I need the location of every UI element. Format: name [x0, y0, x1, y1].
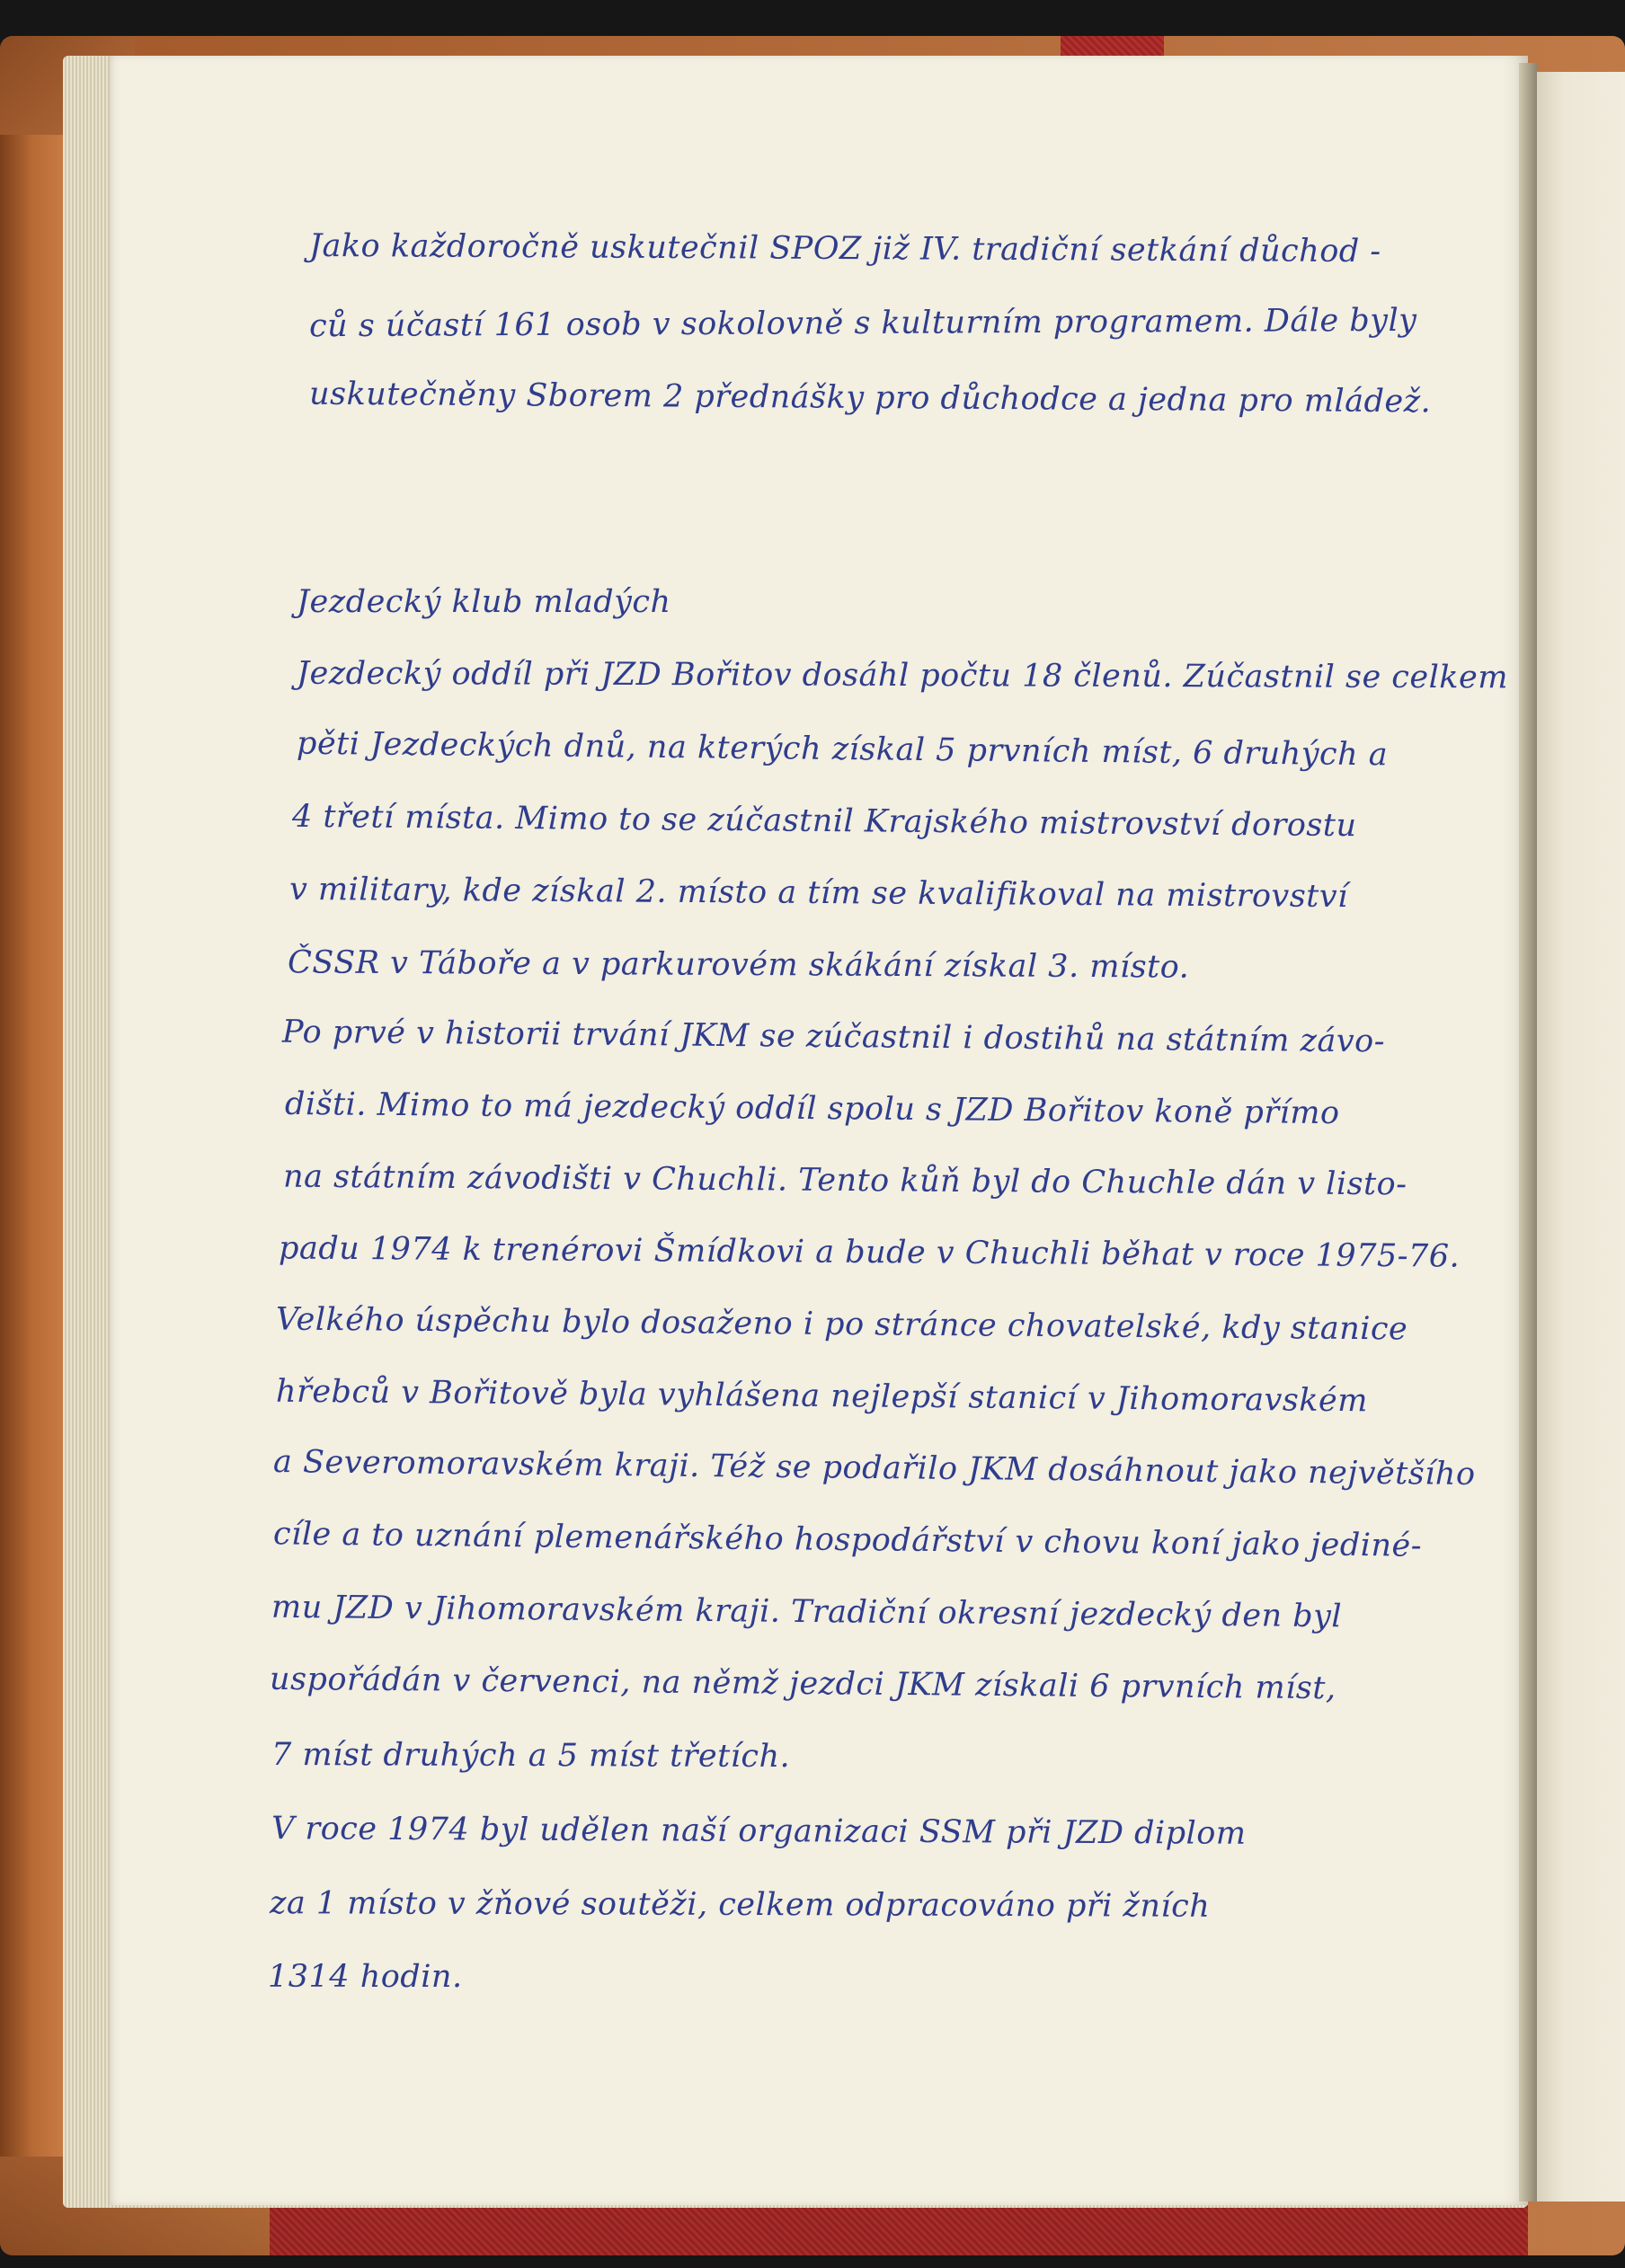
history-line: uspořádán v červenci, na němž jezdci JKM získali 6 prvních míst,	[269, 1661, 1336, 1707]
club-line: Jezdecký oddíl při JZD Bořitov dosáhl počtu 18 členů. Zúčastnil se celkem	[296, 655, 1509, 696]
history-line: mu JZD v Jihomoravském kraji. Tradiční okresní jezdecký den byl	[271, 1589, 1343, 1635]
history-line: padu 1974 k trenérovi Šmídkovi a bude v Chuchli běhat v roce 1975-76.	[278, 1230, 1461, 1275]
history-line: na státním závodišti v Chuchli. Tento kůň byl do Chuchle dán v listo-	[282, 1158, 1407, 1203]
history-line: a Severomoravském kraji. Též se podařilo JKM dosáhnout jako největšího	[272, 1443, 1476, 1493]
history-line: Velkého úspěchu bylo dosaženo i po stránce chovatelské, kdy stanice	[275, 1301, 1408, 1348]
history-line: Po prvé v historii trvání JKM se zúčastnil i dostihů na státním závo-	[281, 1014, 1386, 1060]
history-line: hřebců v Bořitově byla vyhlášena nejlepší stanicí v Jihomoravském	[275, 1373, 1369, 1420]
club-line: ČSSR v Táboře a v parkurovém skákání získal 3. místo.	[287, 944, 1190, 986]
club-line: 4 třetí místa. Mimo to se zúčastnil Krajského mistrovství dorostu	[291, 798, 1357, 845]
club-line: pěti Jezdeckých dnů, na kterých získal 5 prvních míst, 6 druhých a	[296, 725, 1389, 774]
facing-page-edge	[1537, 72, 1625, 2202]
ssm-line: 1314 hodin.	[268, 1959, 463, 1995]
intro-line: uskutečněny Sborem 2 přednášky pro důchodce a jedna pro mládež.	[308, 376, 1432, 421]
ssm-line: V roce 1974 byl udělen naší organizaci SSM při JZD diplom	[271, 1811, 1247, 1852]
history-line: dišti. Mimo to má jezdecký oddíl spolu s JZD Bořitov koně přímo	[284, 1085, 1340, 1132]
section-heading: Jezdecký klub mladých	[297, 584, 671, 620]
history-line: 7 míst druhých a 5 míst třetích.	[271, 1736, 791, 1776]
intro-line: ců s účastí 161 osob v sokolovně s kulturním programem. Dále byly	[308, 302, 1417, 345]
intro-line: Jako každoročně uskutečnil SPOZ již IV. tradiční setkání důchod -	[308, 227, 1381, 270]
cloth-binding-bottom	[270, 2200, 1528, 2255]
club-line: v military, kde získal 2. místo a tím se kvalifikoval na mistrovství	[289, 871, 1348, 916]
history-line: cíle a to uznání plemenářského hospodářství v chovu koní jako jediné-	[272, 1516, 1423, 1564]
page-gutter-shadow	[1519, 63, 1537, 2202]
handwritten-page	[110, 56, 1528, 2205]
ssm-line: za 1 místo v žňové soutěži, celkem odpracováno při žních	[269, 1885, 1211, 1925]
